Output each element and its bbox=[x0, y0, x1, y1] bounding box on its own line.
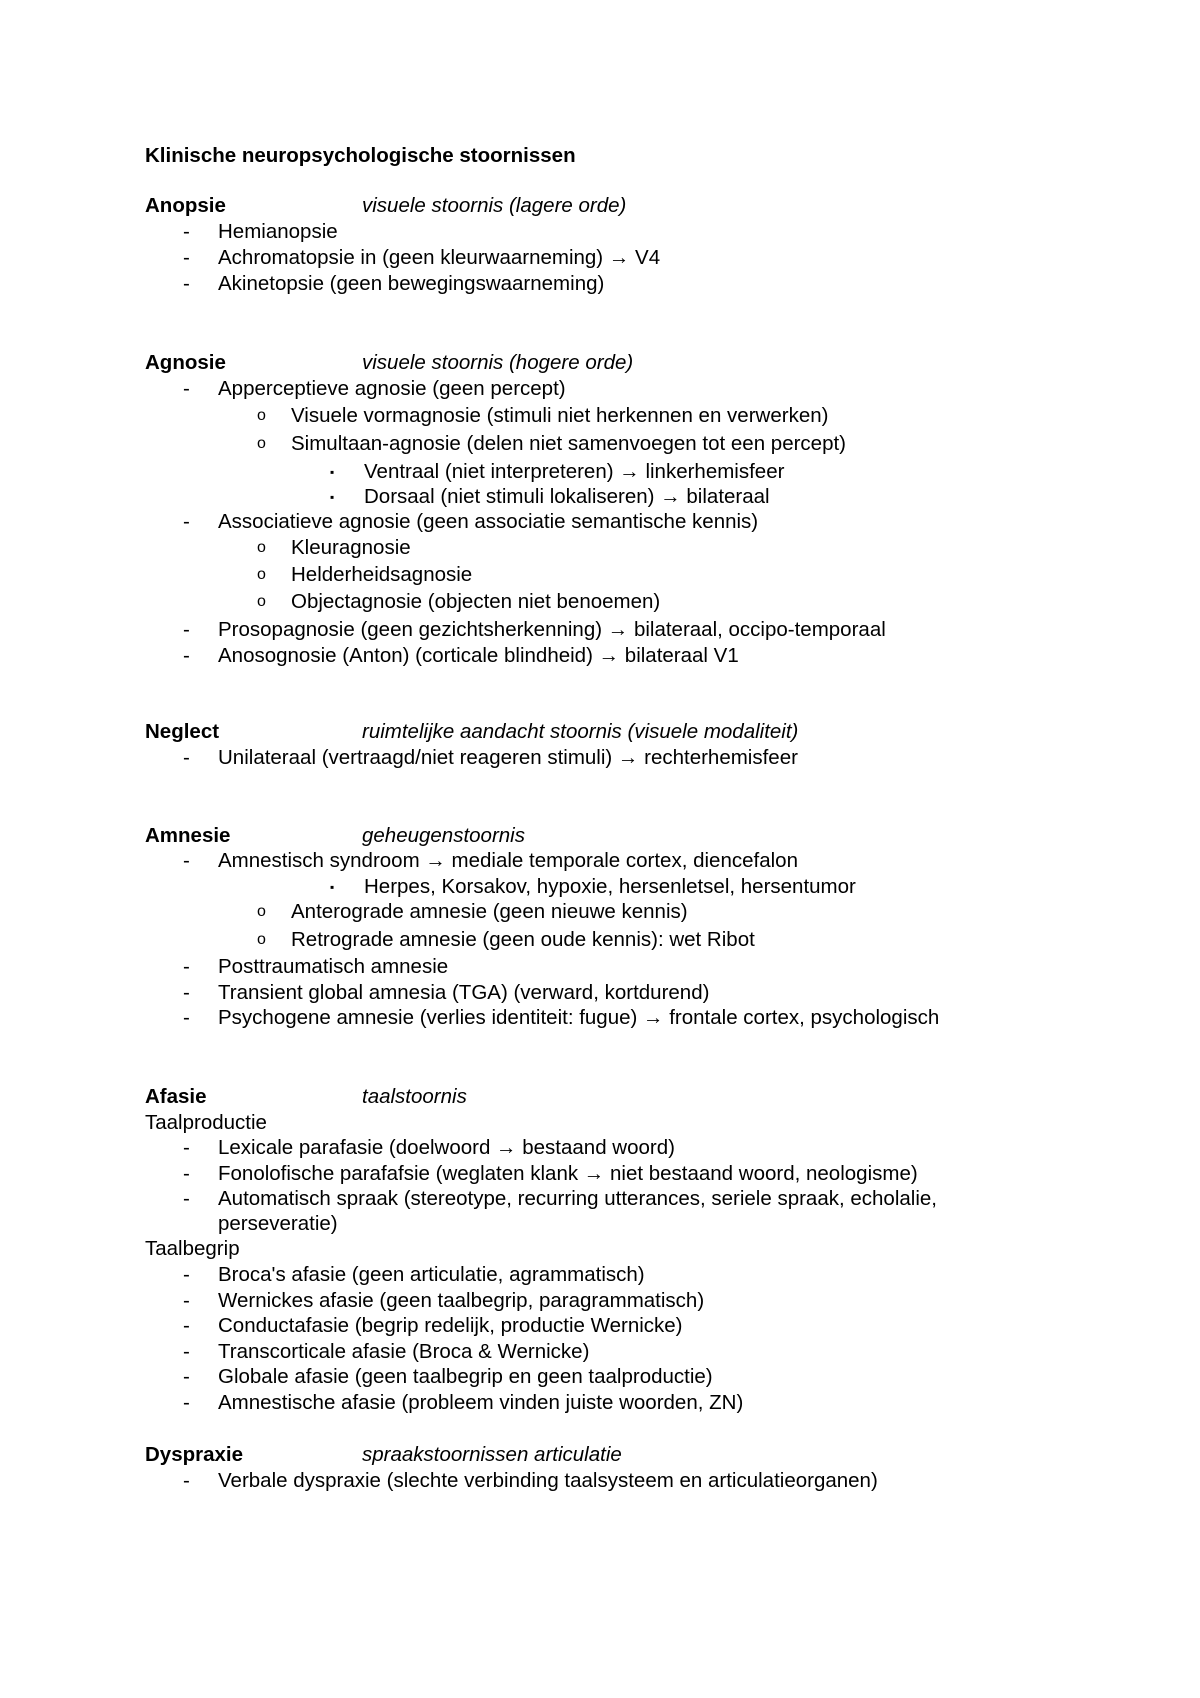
dash-bullet: - bbox=[183, 1391, 190, 1414]
section-heading-amnesie bbox=[0, 823, 1200, 849]
dash-bullet: - bbox=[183, 1136, 190, 1159]
list-item-text: Simultaan-agnosie (delen niet samenvoegen tot een percept) bbox=[291, 432, 846, 455]
section-term: Amnesie bbox=[145, 824, 231, 847]
section-description: visuele stoornis (lagere orde) bbox=[362, 194, 627, 217]
dash-bullet: - bbox=[183, 246, 190, 269]
list-item-text: Transient global amnesia (TGA) (verward, kortdurend) bbox=[218, 981, 710, 1004]
list-item-text: Lexicale parafasie (doelwoord → bestaand woord) bbox=[218, 1136, 675, 1159]
dash-bullet: - bbox=[183, 1162, 190, 1185]
dash-bullet: - bbox=[183, 955, 190, 978]
list-item-text: Objectagnosie (objecten niet benoemen) bbox=[291, 590, 661, 613]
list-item-text: Dorsaal (niet stimuli lokaliseren) → bilateraal bbox=[364, 485, 770, 508]
circle-bullet: o bbox=[257, 539, 266, 556]
list-item-text: Verbale dyspraxie (slechte verbinding taalsysteem en articulatieorganen) bbox=[218, 1469, 878, 1492]
list-item-text: Anterograde amnesie (geen nieuwe kennis) bbox=[291, 900, 688, 923]
dash-bullet: - bbox=[183, 1314, 190, 1337]
list-item-text: Akinetopsie (geen bewegingswaarneming) bbox=[218, 272, 605, 295]
section-description: geheugenstoornis bbox=[362, 824, 525, 847]
list-item-text: Kleuragnosie bbox=[291, 536, 411, 559]
dash-bullet: - bbox=[183, 849, 190, 872]
section-description: visuele stoornis (hogere orde) bbox=[362, 351, 634, 374]
list-item-text: Posttraumatisch amnesie bbox=[218, 955, 449, 978]
list-item-text: Ventraal (niet interpreteren) → linkerhemisfeer bbox=[364, 460, 785, 483]
dash-bullet: - bbox=[183, 1263, 190, 1286]
list-item-text: Globale afasie (geen taalbegrip en geen taalproductie) bbox=[218, 1365, 713, 1388]
list-item-text: Wernickes afasie (geen taalbegrip, paragrammatisch) bbox=[218, 1289, 705, 1312]
list-item-text: Psychogene amnesie (verlies identiteit: fugue) → frontale cortex, psychologisch bbox=[218, 1006, 940, 1029]
list-item-text: Unilateraal (vertraagd/niet reageren stimuli) → rechterhemisfeer bbox=[218, 746, 798, 769]
list-item-text: perseveratie) bbox=[218, 1212, 338, 1235]
section-term: Neglect bbox=[145, 720, 220, 743]
section-heading-anopsie bbox=[0, 193, 1200, 219]
dash-bullet: - bbox=[183, 981, 190, 1004]
circle-bullet: o bbox=[257, 593, 266, 610]
list-item-text: Automatisch spraak (stereotype, recurring utterances, seriele spraak, echolalie, bbox=[218, 1187, 937, 1210]
dash-bullet: - bbox=[183, 1006, 190, 1029]
section-heading-neglect bbox=[0, 719, 1200, 745]
list-item-text: Amnestisch syndroom → mediale temporale cortex, diencefalon bbox=[218, 849, 798, 872]
dash-bullet: - bbox=[183, 1187, 190, 1210]
section-description: spraakstoornissen articulatie bbox=[362, 1443, 622, 1466]
list-item-text: Transcorticale afasie (Broca & Wernicke) bbox=[218, 1340, 590, 1363]
circle-bullet: o bbox=[257, 903, 266, 920]
section-description: ruimtelijke aandacht stoornis (visuele modaliteit) bbox=[362, 720, 799, 743]
list-item-text: Fonolofische parafafsie (weglaten klank → niet bestaand woord, neologisme) bbox=[218, 1162, 918, 1185]
dash-bullet: - bbox=[183, 220, 190, 243]
section-term: Anopsie bbox=[145, 194, 226, 217]
dash-bullet: - bbox=[183, 644, 190, 667]
circle-bullet: o bbox=[257, 566, 266, 583]
circle-bullet: o bbox=[257, 407, 266, 424]
section-heading-agnosie bbox=[0, 350, 1200, 376]
list-item-text: Helderheidsagnosie bbox=[291, 563, 473, 586]
dash-bullet: - bbox=[183, 1365, 190, 1388]
dash-bullet: - bbox=[183, 510, 190, 533]
dash-bullet: - bbox=[183, 377, 190, 400]
list-item-text: Amnestische afasie (probleem vinden juiste woorden, ZN) bbox=[218, 1391, 744, 1414]
list-item-text: Retrograde amnesie (geen oude kennis): wet Ribot bbox=[291, 928, 755, 951]
section-term: Dyspraxie bbox=[145, 1443, 244, 1466]
list-item-text: Associatieve agnosie (geen associatie semantische kennis) bbox=[218, 510, 759, 533]
list-item-text: Apperceptieve agnosie (geen percept) bbox=[218, 377, 566, 400]
dash-bullet: - bbox=[183, 1289, 190, 1312]
list-item-text: Broca's afasie (geen articulatie, agrammatisch) bbox=[218, 1263, 645, 1286]
square-bullet: ▪ bbox=[330, 880, 335, 894]
list-item-text: Achromatopsie in (geen kleurwaarneming) → V4 bbox=[218, 246, 661, 269]
list-item-text: Prosopagnosie (geen gezichtsherkenning) → bilateraal, occipo-temporaal bbox=[218, 618, 886, 641]
circle-bullet: o bbox=[257, 931, 266, 948]
square-bullet: ▪ bbox=[330, 465, 335, 479]
dash-bullet: - bbox=[183, 618, 190, 641]
subsection-label: Taalproductie bbox=[145, 1111, 267, 1134]
circle-bullet: o bbox=[257, 435, 266, 452]
list-item-text: Anosognosie (Anton) (corticale blindheid) → bilateraal V1 bbox=[218, 644, 739, 667]
dash-bullet: - bbox=[183, 272, 190, 295]
section-description: taalstoornis bbox=[362, 1085, 467, 1108]
dash-bullet: - bbox=[183, 746, 190, 769]
list-item-text: Visuele vormagnosie (stimuli niet herkennen en verwerken) bbox=[291, 404, 829, 427]
section-term: Afasie bbox=[145, 1085, 207, 1108]
square-bullet: ▪ bbox=[330, 490, 335, 504]
section-term: Agnosie bbox=[145, 351, 226, 374]
dash-bullet: - bbox=[183, 1469, 190, 1492]
section-heading-dyspraxie bbox=[0, 1442, 1200, 1468]
document-title: Klinische neuropsychologische stoornissen bbox=[145, 144, 576, 167]
dash-bullet: - bbox=[183, 1340, 190, 1363]
list-item-text: Hemianopsie bbox=[218, 220, 338, 243]
subsection-label: Taalbegrip bbox=[145, 1237, 240, 1260]
section-heading-afasie bbox=[0, 1084, 1200, 1110]
list-item-text: Herpes, Korsakov, hypoxie, hersenletsel, hersentumor bbox=[364, 875, 856, 898]
list-item-text: Conductafasie (begrip redelijk, productie Wernicke) bbox=[218, 1314, 683, 1337]
